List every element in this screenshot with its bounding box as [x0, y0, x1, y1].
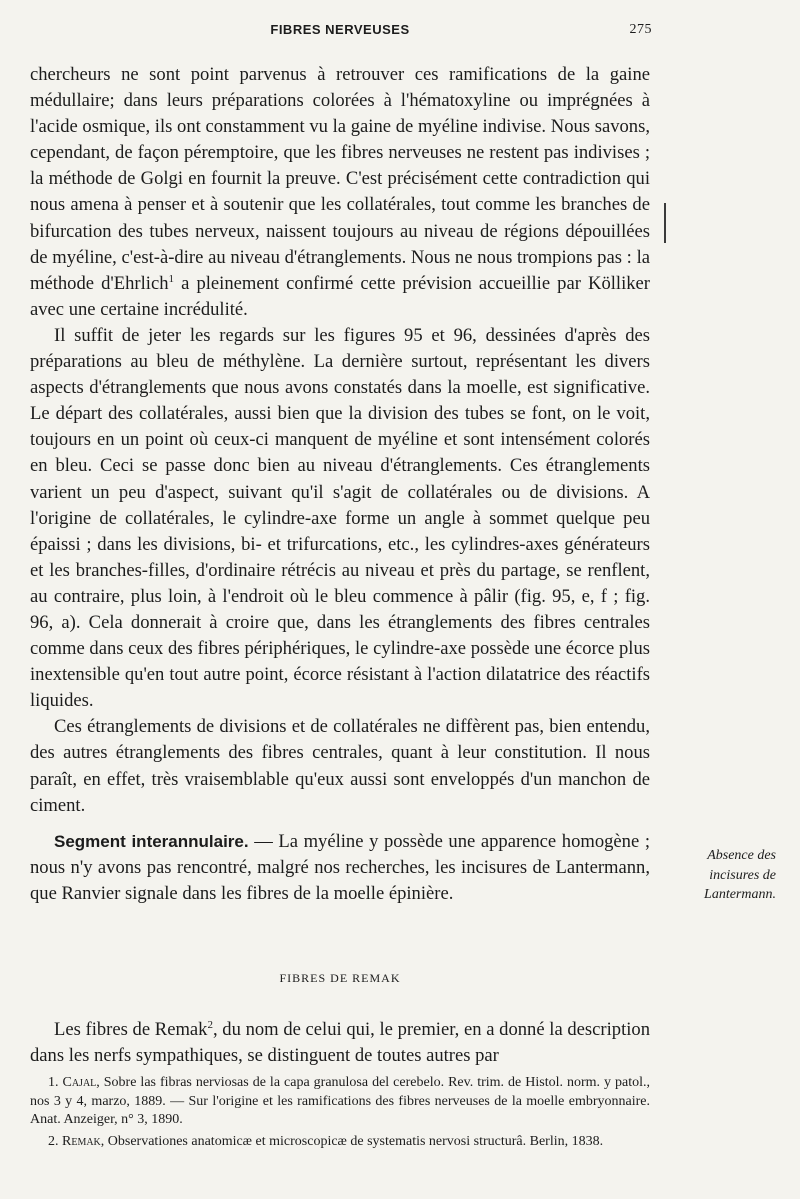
footnote-ref-2: 2	[207, 1018, 213, 1031]
body-text	[30, 62, 650, 1069]
margin-note: Absence des incisures de Lantermann.	[704, 848, 776, 902]
paragraph-1-text: chercheurs ne sont point parvenus à retrouver ces ramifications de la gaine médullaire; dans leurs préparations colorées à l'hématoxyline ou imprégnées à l'acide osmique, ils ont constamment vu la gaine de myéline indivise. Nous savons, cependant, de façon péremptoire, que les fibres nerveuses ne restent pas indivises ; la méthode de Golgi en fournit la preuve. C'est précisément cette contradiction qui nous amena à penser et à soutenir que les collatérales, tout comme les branches de bifurcation des tubes nerveux, naissent toujours au niveau de régions dépouillées de myéline, c'est-à-dire au niveau d'étranglements. Nous ne nous trompions pas : la méthode d'Ehrlich	[30, 64, 650, 294]
footnote-1-number: 1.	[48, 1075, 59, 1090]
footnote-1	[30, 1074, 650, 1130]
paragraph-5-end: , du nom de celui qui, le premier, en a donné la description dans les nerfs sympathiques, se distinguent de toutes autres par	[30, 1019, 650, 1067]
margin-rule	[664, 203, 666, 243]
paragraph-5	[30, 1017, 650, 1069]
paragraph-3: Ces étranglements de divisions et de collatérales ne diffèrent pas, bien entendu, des autres étranglements des fibres centrales, quant à leur constitution. Il nous paraît, en effet, très vraisemblable qu'eux aussi sont enveloppés d'un manchon de ciment.	[30, 716, 650, 816]
footnote-1-author: Cajal	[62, 1075, 97, 1090]
footnotes	[30, 1074, 650, 1154]
running-title: FIBRES NERVEUSES	[270, 22, 410, 37]
page-number: 275	[629, 22, 652, 37]
footnote-2-text: , Observationes anatomicæ et microscopicæ de systematis nervosi structurâ. Berlin, 1838.	[100, 1133, 604, 1149]
paragraph-1	[30, 62, 650, 323]
footnote-ref-1: 1	[168, 272, 174, 285]
paragraph-1-end: a pleinement confirmé cette prévision accueillie par Kölliker avec une certaine incrédulité.	[30, 272, 650, 320]
paragraph-2: Il suffit de jeter les regards sur les figures 95 et 96, dessinées d'après des préparations au bleu de méthylène. La dernière surtout, représentant les divers aspects d'étranglements que nous avons constatés dans la moelle, est significative. Le départ des collatérales, aussi bien que la division des tubes se font, on le voit, toujours en un point où ceux-ci manquent de myéline et sont intensément colorés en bleu. Ceci se passe donc bien au niveau d'étranglements. Ces étranglements varient un peu d'aspect, suivant qu'il s'agit de collatérales ou de divisions. A l'origine de collatérales, le cylindre-axe forme un angle à sommet quelque peu épaissi ; dans les divisions, bi- et trifurcations, etc., les cylindres-axes générateurs et les branches-filles, d'ordinaire rétrécis au niveau et près du partage, se renflent, au contraire, plus loin, à l'endroit où le bleu commence à pâlir (fig. 95, e, f ; fig. 96, a). Cela donnerait à croire que, dans les étranglements des fibres centrales comme dans ceux des fibres périphériques, le cylindre-axe possède une écorce plus inextensible qu'en tout autre point, écorce résistant à l'action dilatatrice des réactifs liquides.	[30, 324, 650, 712]
footnote-1-text: , Sobre las fibras nerviosas de la capa granulosa del cerebelo. Rev. trim. de Histol. norm. y patol., nos 3 y 4, marzo, 1889. — Sur l'origine et les ramifications des fibres nerveuses de la moelle embryonnaire. Anat. Anzeiger, n° 3, 1890.	[30, 1075, 651, 1127]
paragraph-segment-interannulaire	[30, 829, 650, 907]
footnote-2	[30, 1133, 650, 1152]
footnote-2-number: 2.	[48, 1133, 59, 1149]
subheading-fibres-de-remak: FIBRES DE REMAK	[279, 971, 401, 985]
paragraph-5-start: Les fibres de Remak	[54, 1019, 208, 1041]
section-title: Segment interannulaire.	[54, 831, 249, 851]
footnote-2-author: Remak	[62, 1133, 101, 1149]
paragraph-4-text: — La myéline y possède une apparence homogène ; nous n'y avons pas rencontré, malgré nos recherches, les incisures de Lantermann, que Ranvier signale dans les fibres de la moelle épinière.	[30, 830, 650, 904]
